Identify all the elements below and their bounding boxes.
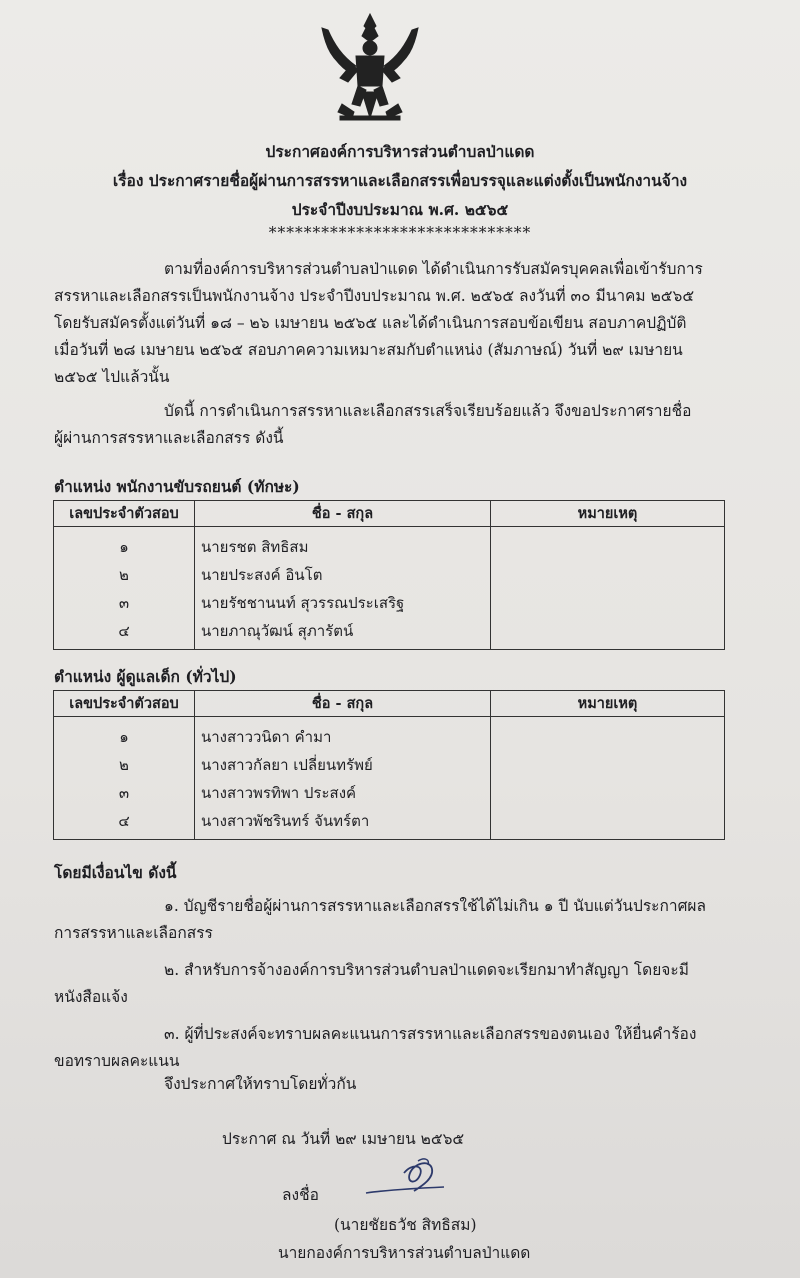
candidate-name: นายภาณุวัฒน์ สุภารัตน์: [201, 622, 354, 640]
candidate-name: นายรัชชานนท์ สุวรรณประเสริฐ: [201, 594, 405, 612]
candidate-name: นายประสงค์ อินโต: [201, 566, 323, 584]
intro-line: ตามที่องค์การบริหารส่วนตำบลป่าแดด ได้ดำเนินการรับสมัครบุคคลเพื่อเข้ารับการ: [164, 260, 703, 278]
announce-date: ประกาศ ณ วันที่ ๒๙ เมษายน ๒๕๖๕: [222, 1130, 465, 1148]
name-cell: [195, 527, 491, 650]
now-paragraph: [54, 398, 724, 452]
condition-line: ๓. ผู้ที่ประสงค์จะทราบผลคะแนนการสรรหาและเลือกสรรของตนเอง ให้ยื่นคำร้อง: [164, 1025, 697, 1043]
remark-cell: [491, 717, 725, 840]
closing-announce: [54, 1071, 724, 1098]
exam-no: ๑: [119, 728, 129, 746]
signer-name: (นายชัยธวัช สิทธิสม): [334, 1216, 477, 1234]
table-header-row: [54, 501, 725, 527]
condition-line: หนังสือแจ้ง: [54, 988, 128, 1006]
candidate-name: นางสาวกัลยา เปลี่ยนทรัพย์: [201, 756, 373, 774]
candidate-name: นางสาววนิดา คำมา: [201, 728, 332, 746]
name-cell: [195, 717, 491, 840]
garuda-emblem-icon: [312, 8, 428, 126]
header-name: ชื่อ - สกุล: [195, 691, 491, 717]
header-remark: หมายเหตุ: [491, 501, 725, 527]
exam-no: ๑: [119, 538, 129, 556]
divider-stars: ******************************: [268, 224, 532, 242]
intro-line: สรรหาและเลือกสรรเป็นพนักงานจ้าง ประจำปีงบประมาณ พ.ศ. ๒๕๖๕ ลงวันที่ ๓๐ มีนาคม ๒๕๖๕: [54, 287, 695, 305]
condition-line: ๒. สำหรับการจ้างองค์การบริหารส่วนตำบลป่าแดดจะเรียกมาทำสัญญา โดยจะมี: [164, 961, 689, 979]
sign-label: ลงชื่อ: [282, 1186, 319, 1204]
candidate-name: นางสาวพรทิพา ประสงค์: [201, 784, 357, 802]
exam-no: ๔: [118, 622, 130, 640]
driver-table: [53, 500, 725, 650]
exam-no: ๒: [119, 566, 129, 584]
conditions-title: โดยมีเงื่อนไข ดังนี้: [54, 863, 177, 882]
announcement-subject: เรื่อง ประกาศรายชื่อผู้ผ่านการสรรหาและเลือกสรรเพื่อบรรจุและแต่งตั้งเป็นพนักงานจ้าง: [112, 171, 688, 190]
exam-no-cell: [54, 717, 195, 840]
header-name: ชื่อ - สกุล: [195, 501, 491, 527]
table-body-row: [54, 527, 725, 650]
candidate-name: นางสาวพัชรินทร์ จันทร์ตา: [201, 812, 370, 830]
exam-no: ๒: [119, 756, 129, 774]
intro-line: เมื่อวันที่ ๒๘ เมษายน ๒๕๖๕ สอบภาคความเหมาะสมกับตำแหน่ง (สัมภาษณ์) วันที่ ๒๙ เมษายน: [54, 341, 683, 359]
exam-no-cell: [54, 527, 195, 650]
header-exam-no: เลขประจำตัวสอบ: [54, 501, 195, 527]
condition-line: ๑. บัญชีรายชื่อผู้ผ่านการสรรหาและเลือกสรรใช้ได้ไม่เกิน ๑ ปี นับแต่วันประกาศผล: [164, 897, 707, 915]
condition-line: ขอทราบผลคะแนน: [54, 1052, 180, 1070]
now-line: บัดนี้ การดำเนินการสรรหาและเลือกสรรเสร็จเรียบร้อยแล้ว จึงขอประกาศรายชื่อ: [164, 402, 692, 420]
closing-line: จึงประกาศให้ทราบโดยทั่วกัน: [164, 1075, 357, 1093]
exam-no: ๓: [118, 594, 130, 612]
childcare-table: [53, 690, 725, 840]
remark-cell: [491, 527, 725, 650]
candidate-name: นายรชต สิทธิสม: [201, 538, 309, 556]
header-remark: หมายเหตุ: [491, 691, 725, 717]
condition-line: การสรรหาและเลือกสรร: [54, 924, 213, 942]
exam-no: ๓: [118, 784, 130, 802]
signer-position: นายกองค์การบริหารส่วนตำบลป่าแดด: [278, 1244, 531, 1262]
fiscal-year: ประจำปีงบประมาณ พ.ศ. ๒๕๖๕: [291, 200, 509, 219]
table-body-row: [54, 717, 725, 840]
header-exam-no: เลขประจำตัวสอบ: [54, 691, 195, 717]
exam-no: ๔: [118, 812, 130, 830]
signature-icon: [360, 1153, 450, 1203]
conditions-list: [54, 893, 724, 1075]
table-header-row: [54, 691, 725, 717]
announcement-title: ประกาศองค์การบริหารส่วนตำบลป่าแดด: [265, 142, 535, 161]
section-title-driver: ตำแหน่ง พนักงานขับรถยนต์ (ทักษะ): [54, 477, 300, 496]
intro-paragraph: [54, 256, 724, 391]
section-title-childcare: ตำแหน่ง ผู้ดูแลเด็ก (ทั่วไป): [54, 667, 237, 686]
intro-line: ๒๕๖๕ ไปแล้วนั้น: [54, 368, 170, 386]
now-line: ผู้ผ่านการสรรหาและเลือกสรร ดังนี้: [54, 429, 284, 447]
intro-line: โดยรับสมัครตั้งแต่วันที่ ๑๘ – ๒๖ เมษายน ๒๕๖๕ และได้ดำเนินการสอบข้อเขียน สอบภาคปฏิบัติ: [54, 314, 687, 332]
